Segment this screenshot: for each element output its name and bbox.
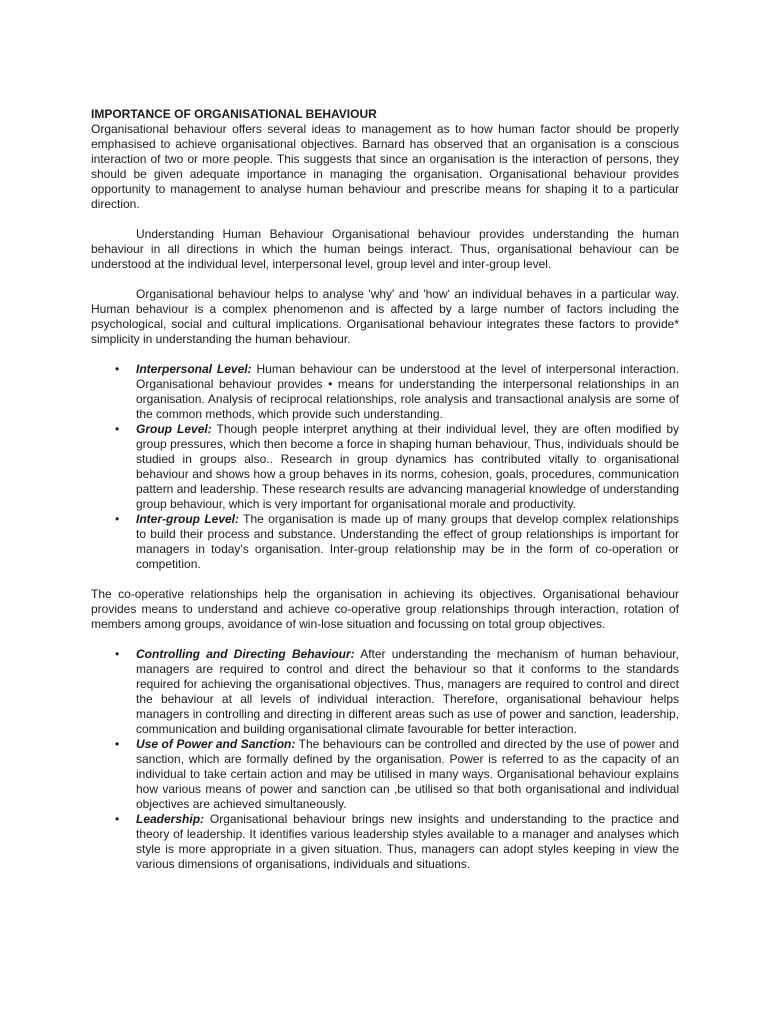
list-item <box>115 362 679 422</box>
functions-list <box>91 647 679 872</box>
levels-list <box>91 362 679 572</box>
list-item-term: Inter-group Level: <box>136 512 240 526</box>
understanding-paragraph: Understanding Human Behaviour Organisational behaviour provides understanding the human behaviour in all directions in which the human beings interact. Thus, organisational behaviour can be understood at the individual level, interpersonal level, group level and inter-group level. <box>91 227 679 271</box>
paragraph-gap <box>91 347 679 362</box>
list-item-term: Group Level: <box>136 422 212 436</box>
list-item-text: Organisational behaviour brings new insights and understanding to the practice and theory of leadership. It identifies various leadership styles available to a manager and analyses which style is more appropriate in a given situation. Thus, managers can adopt styles keeping in view the various dimensions of organisations, individuals and situations. <box>136 812 679 871</box>
bullet-icon: • <box>115 512 120 526</box>
paragraph-gap <box>91 272 679 287</box>
paragraph-gap <box>91 212 679 227</box>
list-item-text: Though people interpret anything at their individual level, they are often modified by group pressures, which then become a force in shaping human behaviour, Thus, individuals should be studied in groups also.. Research in group dynamics has contributed vitally to organisational behaviour and shows how a group behaves in its norms, cohesion, goals, procedures, communication pattern and leadership. These research results are advancing managerial knowledge of understanding group behaviour, which is very important for organisational morale and productivity. <box>136 422 679 511</box>
intro-paragraph: Organisational behaviour offers several ideas to management as to how human factor should be properly emphasised to achieve organisational objectives. Barnard has observed that an organisation is a conscious interaction of two or more people. This suggests that since an organisation is the interaction of persons, they should be given adequate importance in managing the organisation. Organisational behaviour provides opportunity to management to analyse human behaviour and prescribe means for shaping it to a particular direction. <box>91 122 679 211</box>
list-item-term: Controlling and Directing Behaviour: <box>136 647 355 661</box>
bullet-icon: • <box>115 647 120 661</box>
list-item-text: Human behaviour can be understood at the level of interpersonal interaction. Organisational behaviour provides • means for understanding the interpersonal relationships in an organisation. Analysis of reciprocal relationships, role analysis and transactional analysis are some of the common methods, which provide such understanding. <box>136 362 679 421</box>
list-item-term: Leadership: <box>136 812 205 826</box>
list-item <box>115 422 679 512</box>
bullet-icon: • <box>115 737 120 751</box>
list-item <box>115 512 679 572</box>
list-item-text: After understanding the mechanism of human behaviour, managers are required to control and direct the behaviour so that it conforms to the standards required for achieving the organisational objectives. Thus, managers are required to control and direct the behaviour at all levels of individual interaction. Therefore, organisational behaviour helps managers in controlling and directing in different areas such as use of power and sanction, leadership, communication and building organisational climate favourable for better interaction. <box>136 647 679 736</box>
list-item-term: Interpersonal Level: <box>136 362 252 376</box>
paragraph-gap <box>91 632 679 647</box>
list-item-term: Use of Power and Sanction: <box>136 737 296 751</box>
bullet-icon: • <box>115 812 120 826</box>
analysis-paragraph: Organisational behaviour helps to analyse 'why' and 'how' an individual behaves in a particular way. Human behaviour is a complex phenomenon and is affected by a large number of factors including the psychological, social and cultural implications. Organisational behaviour integrates these factors to provide* simplicity in understanding the human behaviour. <box>91 287 679 346</box>
list-item-text: The behaviours can be controlled and directed by the use of power and sanction, which are formally defined by the organisation. Power is referred to as the capacity of an individual to take certain action and may be utilised in many ways. Organisational behaviour explains how various means of power and sanction can ,be utilised so that both organisational and individual objectives are achieved simultaneously. <box>136 737 679 811</box>
cooperative-paragraph: The co-operative relationships help the organisation in achieving its objectives. Organisational behaviour provides means to understand and achieve co-operative group relationships through interaction, rotation of members among groups, avoidance of win-lose situation and focussing on total group objectives. <box>91 587 679 631</box>
list-item <box>115 647 679 737</box>
bullet-icon: • <box>115 362 120 376</box>
list-item-text: The organisation is made up of many groups that develop complex relationships to build their process and substance. Understanding the effect of group relationships is important for managers in today's organisation. Inter-group relationship may be in the form of co-operation or competition. <box>136 512 679 571</box>
document-title: IMPORTANCE OF ORGANISATIONAL BEHAVIOUR <box>91 107 377 121</box>
list-item <box>115 812 679 872</box>
bullet-icon: • <box>115 422 120 436</box>
list-item <box>115 737 679 812</box>
paragraph-gap <box>91 572 679 587</box>
document-page <box>91 107 679 872</box>
